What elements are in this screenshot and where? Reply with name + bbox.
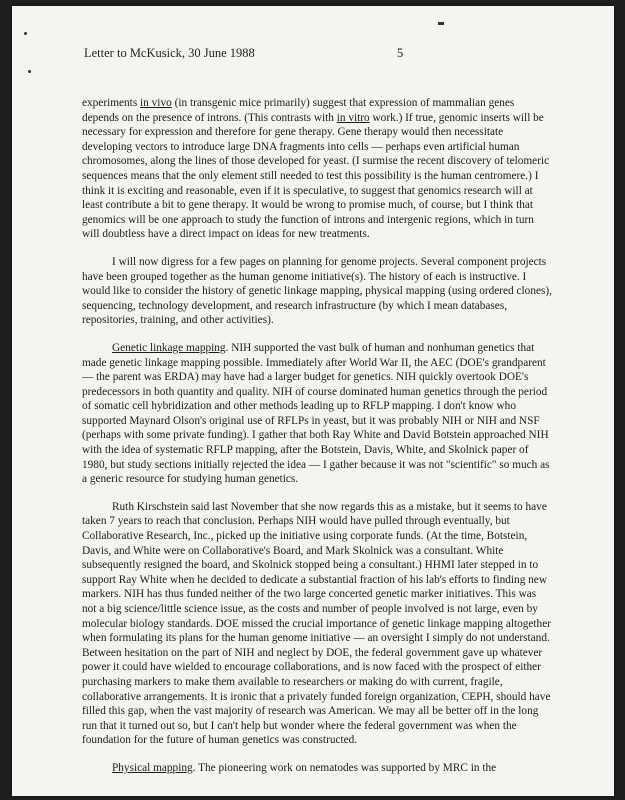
binder-hole-mark [28, 70, 31, 73]
paragraph-digress: I will now digress for a few pages on planning for genome projects. Several component projects have been grouped together as the human genome initiative(s). The history of each is instructive. I would like to consider the history of genetic linkage mapping, physical mapping (using ordered clones), sequencing, technology development, and research infrastructure (by which I mean databases, repositories, training, and other activities). [82, 255, 552, 327]
paragraph-introns [82, 96, 552, 242]
letter-header: Letter to McKusick, 30 June 1988 [84, 46, 255, 60]
section-heading: Genetic linkage mapping [112, 341, 226, 354]
section-heading: Physical mapping [112, 761, 193, 774]
underlined-term: in vivo [140, 97, 172, 109]
text-segment: (in transgenic mice primarily) suggest that expression of mammalian genes depends on the presence of introns. (This contrasts with [82, 97, 515, 124]
document-page [12, 6, 614, 796]
text-segment: . The pioneering work on nematodes was supported by MRC in the [192, 761, 497, 774]
text-segment: . NIH supported the vast bulk of human and nonhuman genetics that made genetic linkage mapping possible. Immediately after World War II, the AEC (DOE's grandparent — the parent was ERDA) may have had a larger budget for genetics. NIH quickly overtook DOE's predecessors in both quantity and quality. NIH of course dominated human genetics through the period of somatic cell hybridization and other methods leading up to RFLP mapping. I don't know who supported Maynard Olson's original use of RFLPs in yeast, but it was probably NIH or NIH and NSF (perhaps with some private funding). I gather that both Ray White and David Botstein approached NIH with the idea of systematic RFLP mapping, after the Botstein, Davis, White, and Skolnick paper of 1980, but study sections initially rejected the idea — I gather because it was not "scientific" so much as a generic resource for studying human genetics. [82, 341, 550, 486]
paragraph-kirschstein: Ruth Kirschstein said last November that she now regards this as a mistake, but it seems to have taken 7 years to reach that conclusion. Perhaps NIH would have pulled through eventually, but Collaborative Research, Inc., picked up the initiative using corporate funds. (At the time, Botstein, Davis, and White were on Collaborative's Board, and Mark Skolnick was a consultant. White subsequently resigned the board, and Skolnick stopped being a consultant.) HHMI later stepped in to support Ray White when he decided to dedicate a substantial fraction of his lab's efforts to finding new markers. NIH has thus funded neither of the two large concerted genetic marker initiatives. This was not a big science/little science issue, as the costs and number of people involved is not large, even by molecular biology standards. DOE missed the crucial importance of genetic linkage mapping altogether when formulating its plans for the human genome initiative — an oversight I simply do not understand. Between hesitation on the part of NIH and neglect by DOE, the federal government gave up whatever power it could have wielded to encourage collaborations, and is now faced with the prospect of either purchasing markers to make them available to researchers or making do with current, fragile, collaborative arrangements. It is ironic that a privately funded foreign organization, CEPH, should have filled this gap, when the vast majority of research was American. We may all be better off in the long run that it turned out so, but I can't help but wonder where the federal government was when the foundation for the future of human genetics was constructed. [82, 500, 551, 747]
letter-body [82, 96, 552, 789]
binder-hole-mark [24, 32, 27, 35]
underlined-term: in vitro [336, 111, 370, 124]
text-segment: experiments [82, 97, 141, 109]
corner-tick-mark [438, 22, 444, 25]
text-segment: work.) If true, genomic inserts will be necessary for expression and therefore for gene therapy. Gene therapy would then necessitate developing vectors to introduce large DNA fragments into cells — perhaps even artificial human chromosomes, along the lines of those developed for yeast. (I surmise the recent discovery of telomeric sequences means that the only element still needed to test this possibility is the human centromere.) I think it is exciting and reasonable, even if it is speculative, to suggest that genomics research will at least contribute a bit to gene therapy. It would be wrong to promise much, of course, but I think that genomics will be one approach to study the function of introns and intergenic regions, which in turn will doubtless have a direct impact on ideas for new treatments. [82, 111, 550, 241]
page-number: 5 [397, 46, 404, 60]
paragraph-physical-mapping [82, 761, 552, 776]
paragraph-genetic-linkage [82, 341, 552, 487]
